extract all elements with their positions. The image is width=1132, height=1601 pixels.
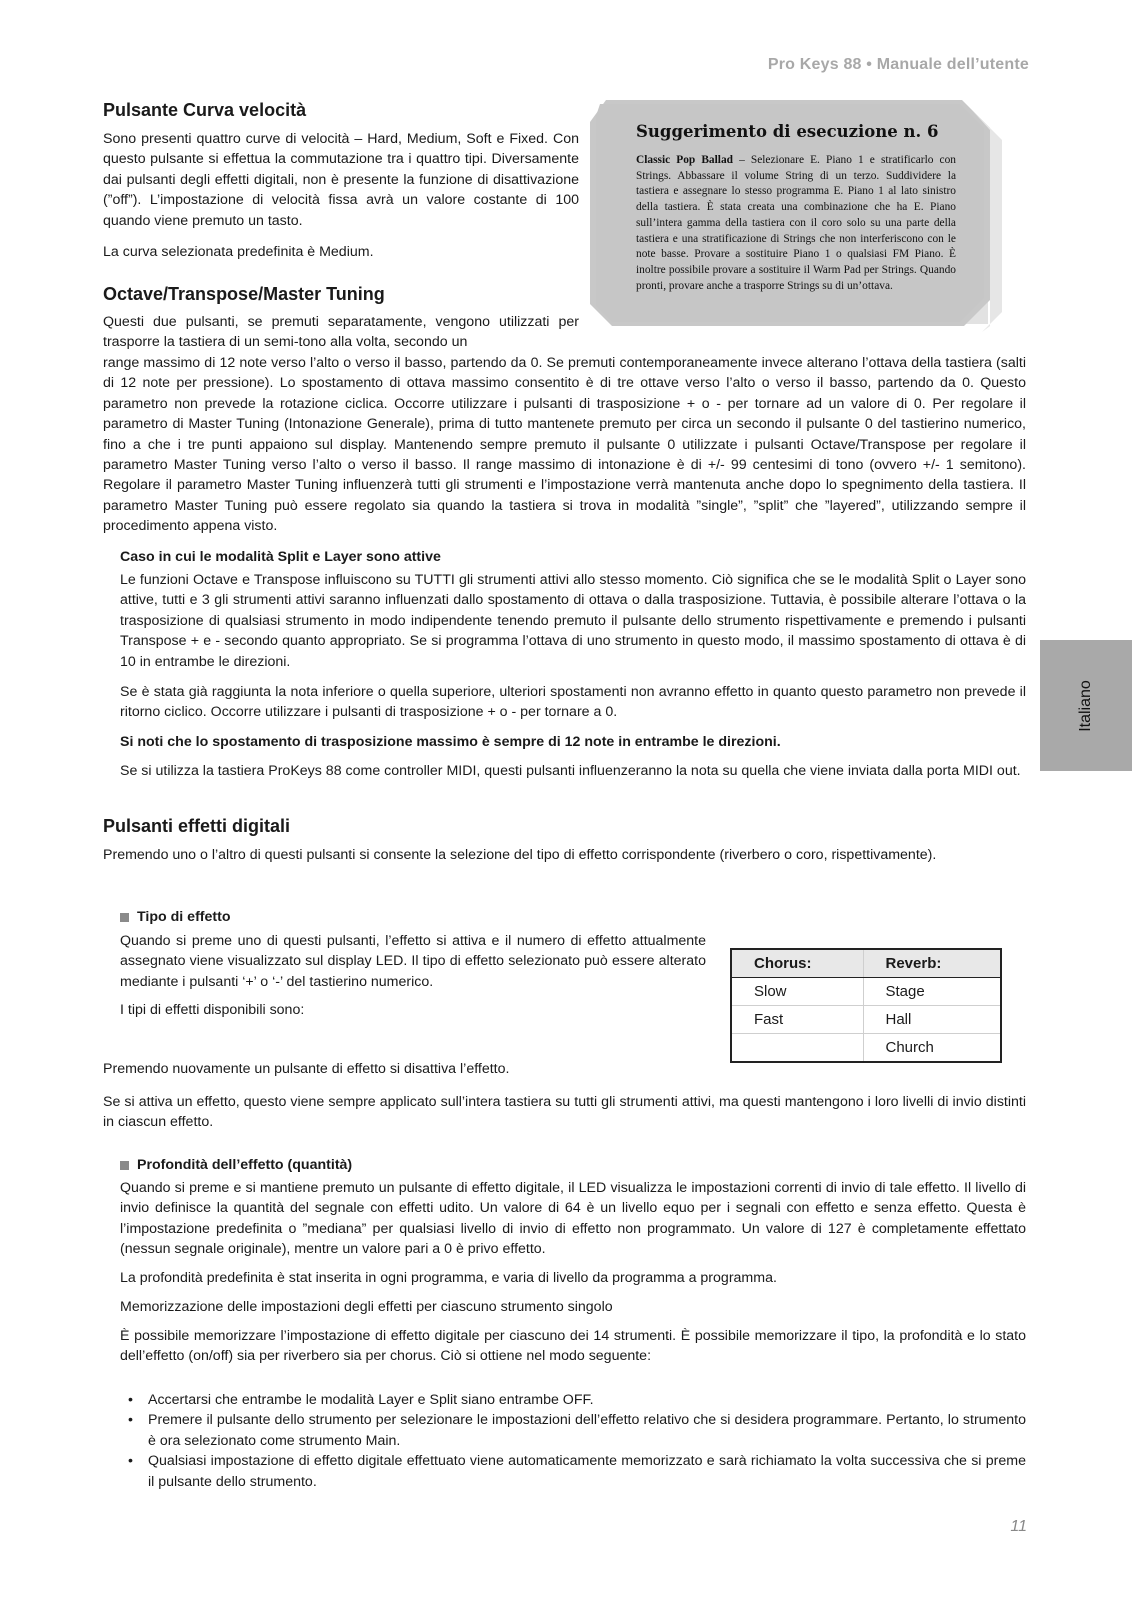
- effects-paragraph: Premendo uno o l’altro di questi pulsanti si consente la selezione del tipo di effetto corrispondente (riverbero o coro, rispettivamente).: [103, 847, 937, 863]
- table-cell: Stage: [863, 978, 1001, 1006]
- tip-box: [590, 100, 1026, 332]
- language-side-tab: [1040, 640, 1132, 771]
- table-header-chorus: Chorus:: [731, 949, 863, 978]
- velocity-default-paragraph: La curva selezionata predefinita è Medium.: [103, 244, 374, 260]
- effect-type-paragraph: Quando si preme uno di questi pulsanti, l’effetto si attiva e il numero di effetto attualmente assegnato viene visualizzato sul display LED. Il tipo di effetto selezionato può essere alterato mediante i pulsanti ‘+’ o ‘-’ del tastierino numerico.: [120, 933, 706, 990]
- velocity-paragraph: Sono presenti quattro curve di velocità – Hard, Medium, Soft e Fixed. Con questo pulsante si effettua la commutazione tra i quattro tipi. Diversamente dai pulsanti degli effetti digitali, non è presente la funzione di disattivazione (”off”). L’impostazione di velocità fissa avrà un valore costante di 100 quando viene premuto un tasto.: [103, 131, 579, 229]
- section-octave-title: Octave/Transpose/Master Tuning: [103, 284, 385, 304]
- table-cell: Slow: [731, 978, 863, 1006]
- midi-paragraph: Se si utilizza la tastiera ProKeys 88 come controller MIDI, questi pulsanti influenzeranno la nota su quella che viene inviata dalla porta MIDI out.: [120, 763, 1021, 779]
- section-effects-title: Pulsanti effetti digitali: [103, 816, 291, 836]
- page-number: 11: [1010, 1518, 1027, 1535]
- octave-paragraph-narrow: Questi due pulsanti, se premuti separatamente, vengono utilizzati per trasporre la tastiera di un semi-tono alla volta, secondo un: [103, 314, 579, 351]
- depth-paragraph-2: La profondità predefinita è stat inserita in ogni programma, e varia di livello da programma a programma.: [120, 1270, 777, 1286]
- effect-types-intro: I tipi di effetti disponibili sono:: [120, 1002, 305, 1018]
- tip-title: Suggerimento di esecuzione n. 6: [636, 122, 939, 141]
- split-layer-paragraph-2: Se è stata già raggiunta la nota inferiore o quella superiore, ulteriori spostamenti non avranno effetto in quanto questo parametro non prevede il ritorno ciclico. Occorre utilizzare i pulsanti di trasposizione + o - per tornare a 0.: [120, 684, 1026, 721]
- list-item: • Premere il pulsante dello strumento per selezionare le impostazioni dell’effetto relativo che si desidera programmare. Pertanto, lo strumento è ora selezionato come strumento Main.: [128, 1412, 1026, 1449]
- effect-types-table: [730, 948, 1002, 1063]
- table-row: [731, 1006, 1001, 1034]
- octave-paragraph-wide: range massimo di 12 note verso l’alto o verso il basso, partendo da 0. Se premuti contemporaneamente invece alterano l’ottava della tastiera (salti di 12 note per pressione). Lo spostamento di ottava massimo consentito è di tre ottave verso l’alto o verso il basso, partendo da 0. Questo parametro non prevede la rotazione ciclica. Occorre utilizzare i pulsanti di trasposizione + o - per tornare ad un valore di 0. Per regolare il parametro di Master Tuning (Intonazione Generale), prima di tutto mantenete premuto per circa un secondo il pulsante 0 del tastierino numerico, fino a che i tre punti appaiono sul display. Mantenendo sempre premuto il pulsante 0 utilizzate i pulsanti Octave/Transpose per regolare il parametro Master Tuning verso l’alto o verso il basso. Il range massimo di intonazione è di +/- 99 centesimi di tono (ovvero +/- 1 semitono). Regolare il parametro Master Tuning influenzerà tutti gli strumenti e l’impostazione verrà mantenuta anche dopo lo spegnimento della tastiera. Il parametro Master Tuning può essere regolato sia quando la tastiera si trova in modalità ”single”, ”split” che ”layered”, utilizzando sempre il procedimento appena visto.: [103, 355, 1026, 535]
- list-item: • Accertarsi che entrambe le modalità Layer e Split siano entrambe OFF.: [120, 1390, 1026, 1410]
- square-bullet-icon: [120, 1161, 129, 1170]
- effect-type-title: Tipo di effetto: [120, 909, 231, 925]
- split-layer-paragraph-1: Le funzioni Octave e Transpose influiscono su TUTTI gli strumenti attivi allo stesso momento. Ciò significa che se le modalità Split o Layer sono attive, tutti e 3 gli strumenti attivi saranno influenzati dallo spostamento di ottava o dalla trasposizione. Tuttavia, è possibile alterare l’ottava o la trasposizione di qualsiasi strumento in modo indipendente tenendo premuto il pulsante dello strumento rispettivamente e premendo i pulsanti Transpose + e - secondo quanto appropriato. Se si programma l’ottava di uno strumento in questo modo, il massimo spostamento di ottava è di 10 in entrambe le direzioni.: [120, 572, 1026, 670]
- bullet-dot: •: [128, 1412, 133, 1429]
- effect-off-paragraph: Premendo nuovamente un pulsante di effetto si disattiva l’effetto.: [103, 1061, 510, 1077]
- table-row: [731, 1034, 1001, 1063]
- tip-body: [636, 153, 956, 294]
- steps-list: [120, 1390, 1026, 1492]
- tip-text: – Selezionare E. Piano 1 e stratificarlo con Strings. Abbassare il volume String di un terzo. Suddividere la tastiera e assegnare lo stesso programma E. Piano 1 al lato sinistro della tastiera. È stata creata una combinazione che ha E. Piano sull’intera gamma della tastiera con il coro solo su una parte della tastiera e una stratificazione di Strings che non interferiscono con le note basse. Provare a sostituire Piano 1 o qualsiasi FM Piano. È inoltre possibile provare a sostituire il Warm Pad per Strings. Quando pronti, provare anche a trasporre Strings su di un’ottava.: [636, 154, 956, 292]
- effect-apply-paragraph: Se si attiva un effetto, questo viene sempre applicato sull’intera tastiera su tutti gli strumenti attivi, ma questi mantengono i loro livelli di invio distinti in ciascun effetto.: [103, 1094, 1026, 1131]
- square-bullet-icon: [120, 913, 129, 922]
- table-cell: [731, 1034, 863, 1063]
- split-layer-title: Caso in cui le modalità Split e Layer sono attive: [120, 549, 441, 565]
- bullet-dot: •: [128, 1453, 133, 1470]
- table-header-row: [731, 949, 1001, 978]
- depth-paragraph-4: È possibile memorizzare l’impostazione di effetto digitale per ciascuno dei 14 strumenti. È possibile memorizzare il tipo, la profondità e lo stato dell’effetto (on/off) sia per riverbero sia per chorus. Ciò si ottiene nel modo seguente:: [120, 1328, 1026, 1365]
- table-row: [731, 978, 1001, 1006]
- page-header-title: Pro Keys 88 • Manuale dell’utente: [767, 56, 1029, 73]
- table-cell: Church: [863, 1034, 1001, 1063]
- list-item: • Qualsiasi impostazione di effetto digitale effettuato viene automaticamente memorizzato e sarà richiamato la volta successiva che si preme il pulsante dello strumento.: [128, 1453, 1026, 1490]
- depth-paragraph-3: Memorizzazione delle impostazioni degli effetti per ciascuno strumento singolo: [120, 1299, 613, 1315]
- table-cell: Hall: [863, 1006, 1001, 1034]
- effect-depth-title: Profondità dell’effetto (quantità): [120, 1157, 352, 1173]
- language-label: Italiano: [1077, 679, 1094, 732]
- section-velocity-title: Pulsante Curva velocità: [103, 100, 307, 120]
- table-cell: Fast: [731, 1006, 863, 1034]
- tip-lead: Classic Pop Ballad: [636, 154, 733, 166]
- bullet-dot: •: [128, 1392, 133, 1408]
- table-header-reverb: Reverb:: [863, 949, 1001, 978]
- transpose-note: Si noti che lo spostamento di trasposizione massimo è sempre di 12 note in entrambe le direzioni.: [120, 734, 781, 750]
- depth-paragraph-1: Quando si preme e si mantiene premuto un pulsante di effetto digitale, il LED visualizza le impostazioni correnti di invio di tale effetto. Il livello di invio definisce la quantità del segnale con effetti udito. Un valore di 64 è un livello equo per i segnali con effetto e senza effetto. Questa è l’impostazione predefinita o ”mediana” per qualsiasi livello di invio di effetto non programmato. Un valore di 127 è completamente effettato (nessun segnale originale), mentre un valore pari a 0 è privo effetto.: [120, 1180, 1026, 1258]
